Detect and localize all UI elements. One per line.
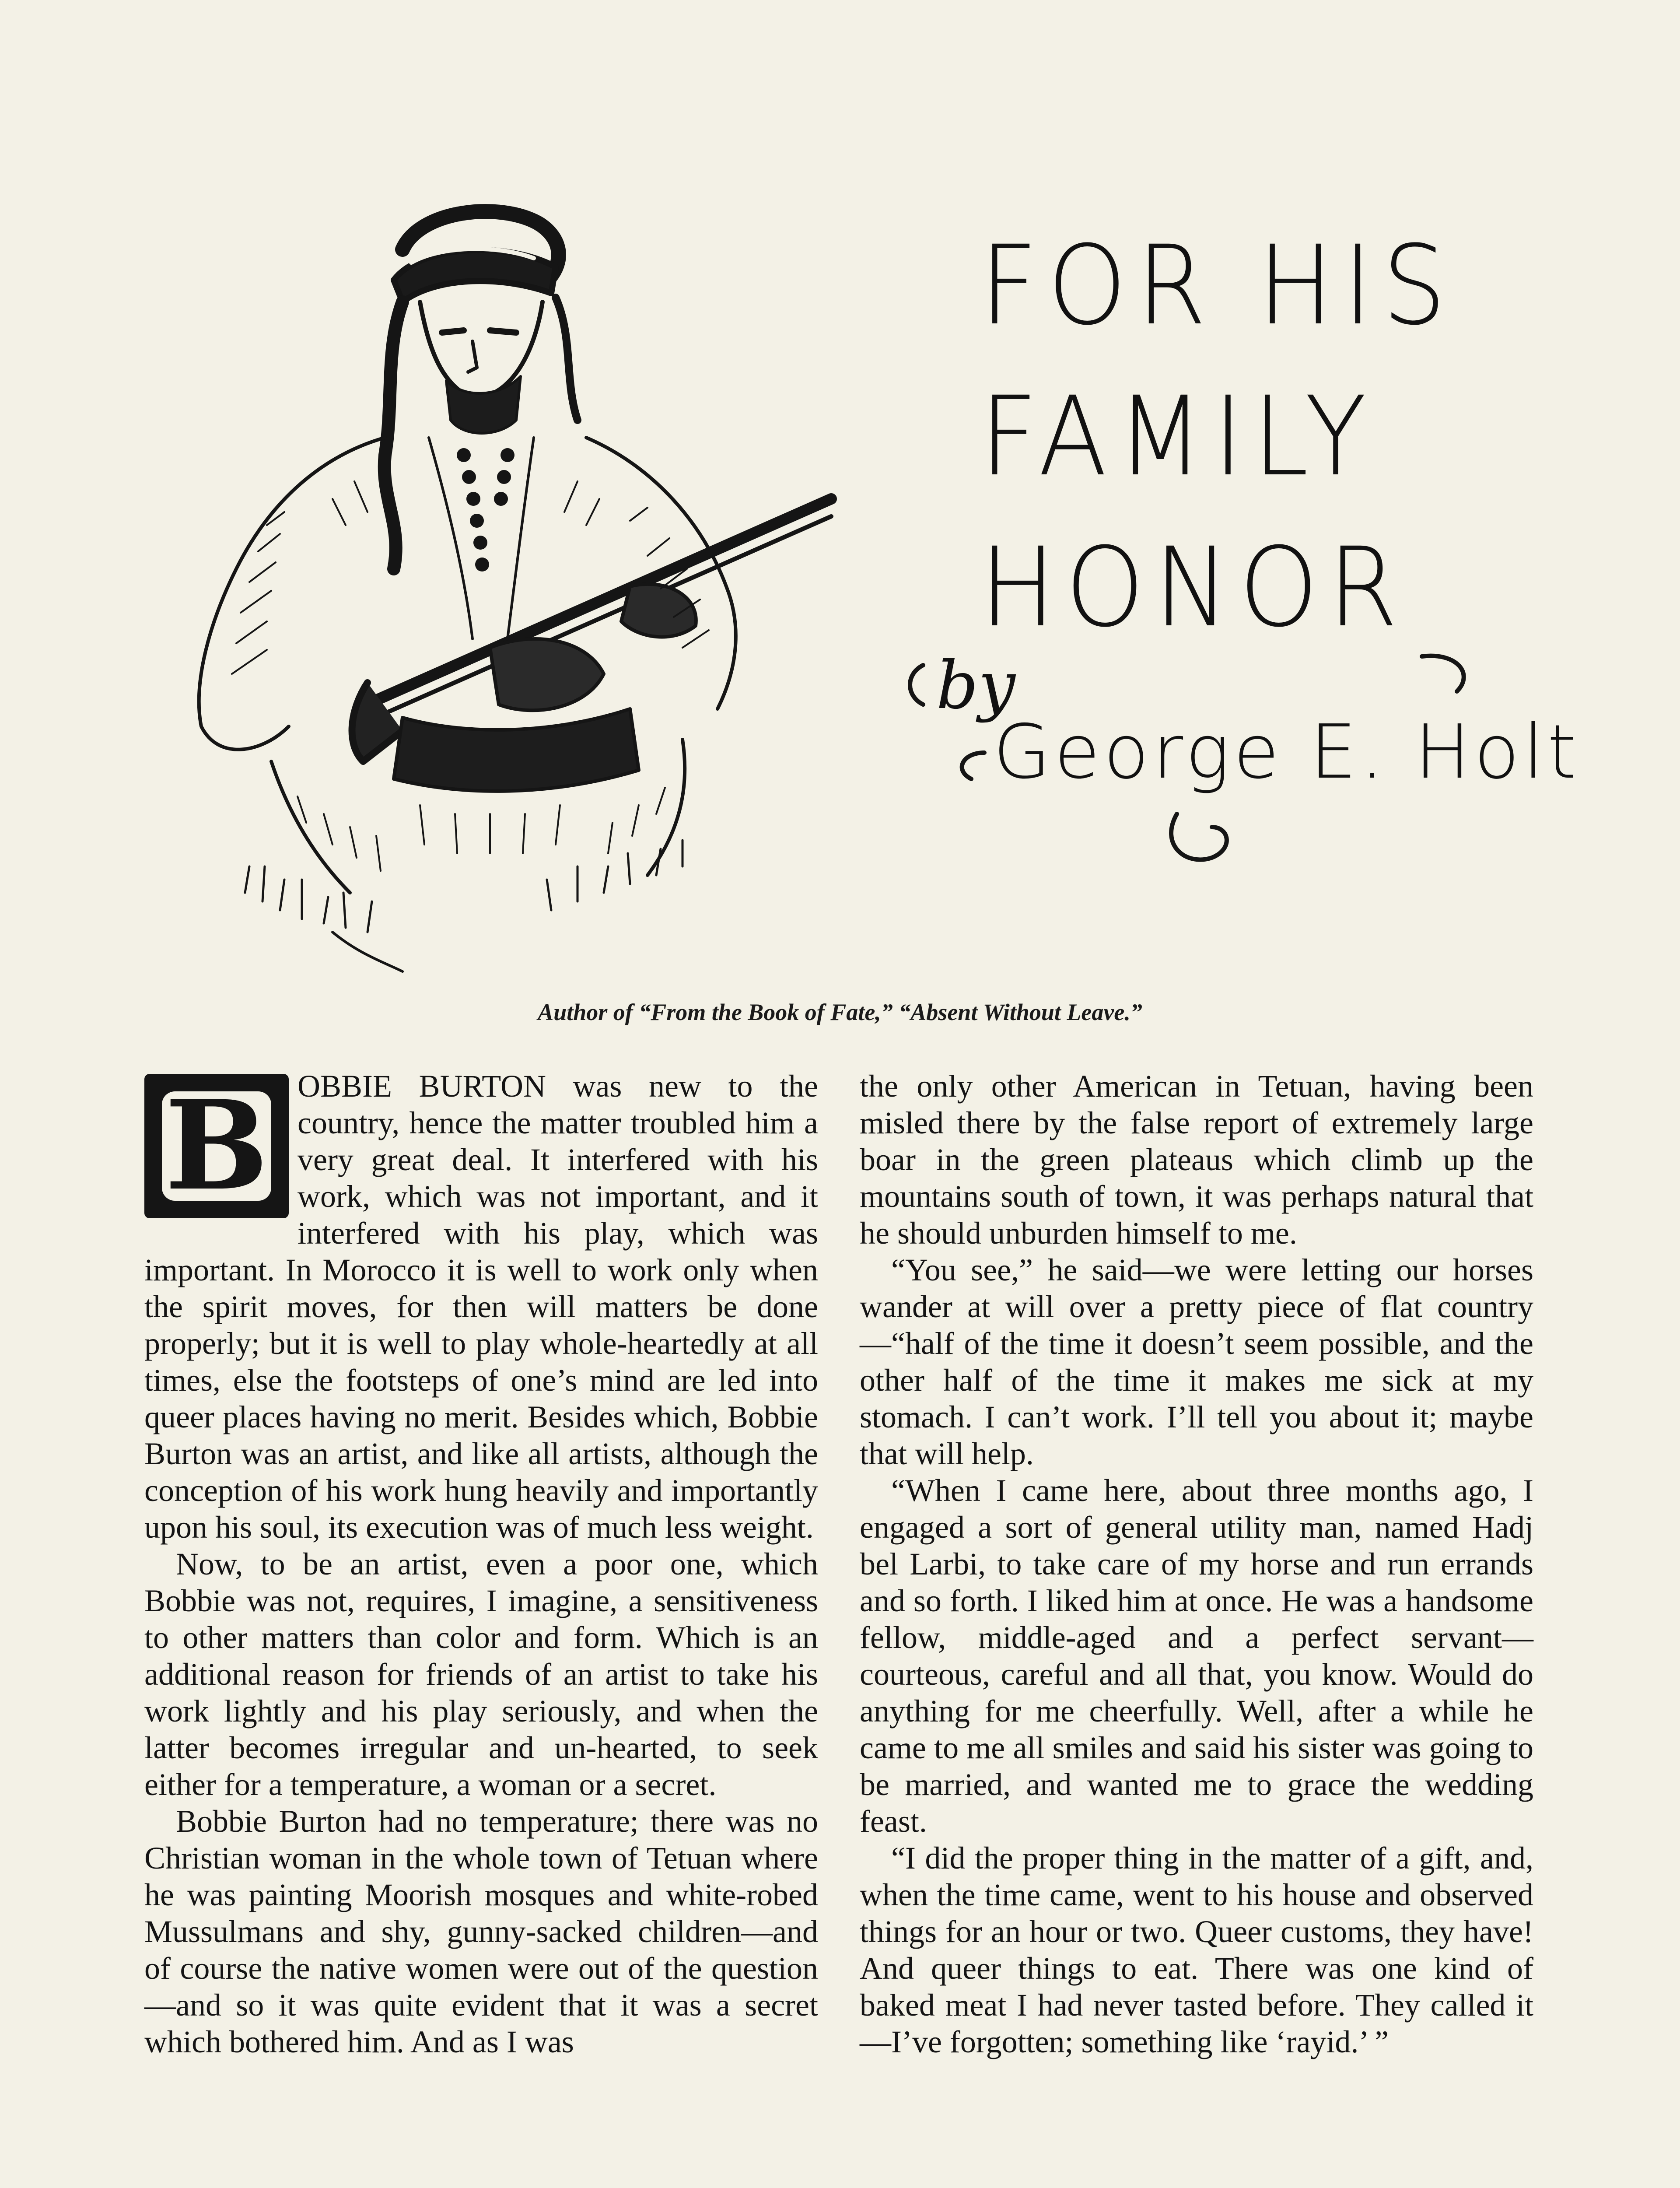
title-line-1: FOR HIS bbox=[980, 222, 1456, 349]
byline bbox=[897, 639, 1580, 875]
author-name: George E. Holt bbox=[993, 709, 1580, 796]
dropcap-letter: B bbox=[164, 1074, 269, 1218]
paragraph: “When I came here, about three months ago, I engaged a sort of general utility man, named Hadj bel Larbi, to take care of my horse and run errands and so forth. I liked him at once. He was a handsome fellow, middle-aged and a perfect servant—courteous, careful and all that, you know. Would do anything for me cheerfully. Well, after a while he came to me all smiles and said his sister was going to be married, and wanted me to grace the wedding feast. bbox=[860, 1473, 1533, 1839]
paragraph: “I did the proper thing in the matter of a gift, and, when the time came, went to his house and observed things for an hour or two. Queer customs, they have! And queer things to eat. There was one kind of baked meat I had never tasted before. They called it—I’ve forgotten; something like ‘rayid.’ ” bbox=[860, 1841, 1533, 2059]
paragraph: the only other American in Tetuan, having been misled there by the false report of extremely large boar in the green plateaus which climb up the mountains south of town, it was perhaps natural that he should unburden himself to me. bbox=[860, 1069, 1533, 1251]
title-line-3: HONOR bbox=[980, 524, 1408, 651]
left-column bbox=[144, 1068, 818, 2188]
paragraph-text: OBBIE BURTON was new to the country, hence the matter troubled him a very great deal. It interfered with his work, which was not important, and it interfered with his play, which was important. In Morocco it is well to work only when the spirit moves, for then will matters be done properly; but it is well to play whole-heartedly at all times, else the footsteps of one’s mind are led into queer places having no merit. Besides which, Bobbie Burton was an artist, and like all artists, although the conception of his work hung heavily and importantly upon his soul, its execution was of much less weight. bbox=[144, 1069, 818, 1545]
byline-by: by bbox=[936, 648, 1015, 724]
paragraph: Now, to be an artist, even a poor one, which Bobbie was not, requires, I imagine, a sensitiveness to other matters than color and form. Which is an additional reason for friends of an artist to take his work lightly and his play seriously, and when the latter becomes irregular and un-hearted, to seek either for a temperature, a woman or a secret. bbox=[144, 1546, 818, 1802]
paragraph: Bobbie Burton had no temperature; there was no Christian woman in the whole town of Tetuan where he was painting Moorish mosques and white-robed Mussulmans and shy, gunny-sacked children—and of course the native women were out of the question—and so it was quite evident that it was a secret which bothered him. And as I was bbox=[144, 1804, 818, 2059]
paragraph: “You see,” he said—we were letting our horses wander at will over a pretty piece of flat country—“half of the time it doesn’t seem possible, and the other half of the time it makes me sick at my stomach. I can’t work. I’ll tell you about it; maybe that will help. bbox=[860, 1252, 1533, 1471]
turbaned-man-with-rifle-illustration bbox=[158, 193, 866, 980]
header-illustration bbox=[158, 193, 866, 980]
right-column bbox=[860, 1068, 1533, 2188]
dropcap bbox=[144, 1074, 289, 1218]
paragraph bbox=[144, 1068, 818, 1546]
article-title bbox=[980, 210, 1575, 700]
title-line-2: FAMILY bbox=[980, 373, 1376, 500]
caption: Author of “From the Book of Fate,” “Absent Without Leave.” bbox=[538, 999, 1142, 1025]
